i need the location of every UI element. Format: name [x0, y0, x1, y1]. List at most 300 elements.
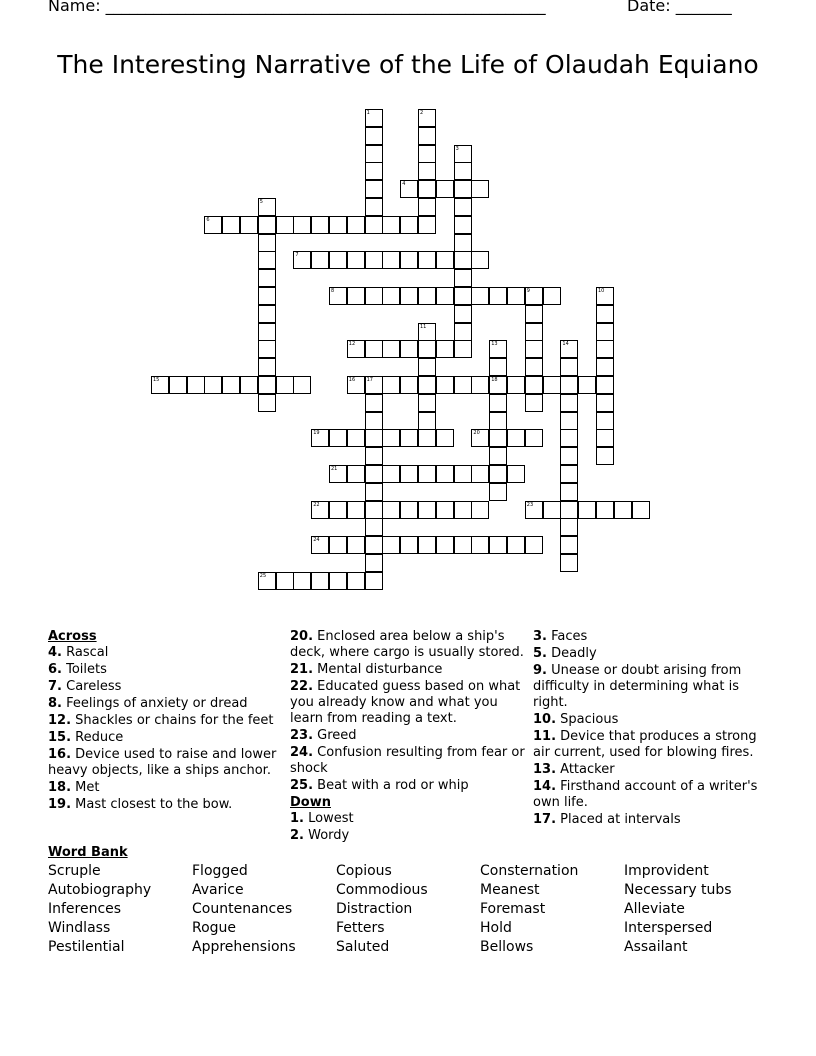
clue-number-label: 24. — [290, 745, 314, 760]
grid-cell[interactable] — [436, 429, 454, 447]
grid-cell[interactable] — [204, 376, 222, 394]
grid-cell[interactable] — [169, 376, 187, 394]
grid-cell[interactable] — [454, 501, 472, 519]
clue-number: 15 — [153, 377, 160, 383]
clue-number: 8 — [331, 288, 335, 294]
clue-text: Faces — [551, 629, 588, 644]
grid-cell[interactable] — [365, 340, 383, 358]
grid-cell[interactable] — [507, 287, 525, 305]
clue-text: Feelings of anxiety or dread — [66, 696, 248, 711]
grid-cell[interactable] — [311, 536, 329, 554]
grid-cell[interactable] — [560, 358, 578, 376]
grid-cell[interactable] — [418, 109, 436, 127]
grid-cell[interactable] — [151, 376, 169, 394]
grid-cell[interactable] — [560, 340, 578, 358]
clue-item — [48, 696, 280, 712]
clue-number-label: 11. — [533, 729, 557, 744]
clue-text: Careless — [66, 679, 122, 694]
grid-cell[interactable] — [560, 483, 578, 501]
grid-cell[interactable] — [525, 305, 543, 323]
clue-number-label: 1. — [290, 811, 304, 826]
grid-cell[interactable] — [347, 501, 365, 519]
grid-cell[interactable] — [543, 501, 561, 519]
word-bank-item: Interspersed — [624, 920, 713, 936]
clue-number: 2 — [420, 110, 424, 116]
grid-cell[interactable] — [365, 554, 383, 572]
grid-cell[interactable] — [400, 501, 418, 519]
grid-cell[interactable] — [258, 216, 276, 234]
grid-cell[interactable] — [525, 340, 543, 358]
clue-text: Mental disturbance — [317, 662, 443, 677]
grid-cell[interactable] — [365, 501, 383, 519]
grid-cell[interactable] — [329, 465, 347, 483]
grid-cell[interactable] — [489, 376, 507, 394]
clues-column-1 — [48, 629, 280, 814]
down-heading: Down — [290, 795, 331, 810]
clue-item — [48, 713, 280, 729]
grid-cell[interactable] — [525, 287, 543, 305]
grid-cell[interactable] — [454, 340, 472, 358]
grid-cell[interactable] — [418, 358, 436, 376]
grid-cell[interactable] — [454, 323, 472, 341]
clue-text: Attacker — [560, 762, 615, 777]
word-bank-column — [192, 862, 336, 957]
word-bank-column — [48, 862, 192, 957]
word-bank-item: Avarice — [192, 882, 244, 898]
grid-cell[interactable] — [365, 429, 383, 447]
grid-cell[interactable] — [596, 358, 614, 376]
grid-cell[interactable] — [596, 323, 614, 341]
clue-text: Toilets — [66, 662, 107, 677]
name-field-label[interactable]: Name: _______________________________________________________ — [48, 0, 546, 15]
grid-cell[interactable] — [525, 376, 543, 394]
word-bank-item: Necessary tubs — [624, 882, 732, 898]
grid-cell[interactable] — [418, 162, 436, 180]
grid-cell[interactable] — [400, 287, 418, 305]
grid-cell[interactable] — [258, 572, 276, 590]
grid-cell[interactable] — [365, 251, 383, 269]
grid-cell[interactable] — [365, 465, 383, 483]
grid-cell[interactable] — [507, 465, 525, 483]
grid-cell[interactable] — [471, 429, 489, 447]
grid-cell[interactable] — [454, 145, 472, 163]
grid-cell[interactable] — [329, 501, 347, 519]
grid-cell[interactable] — [418, 198, 436, 216]
grid-cell[interactable] — [258, 269, 276, 287]
clue-number-label: 21. — [290, 662, 314, 677]
clue-number-label: 7. — [48, 679, 62, 694]
grid-cell[interactable] — [258, 358, 276, 376]
clue-number-label: 20. — [290, 629, 314, 644]
clue-text: Unease or doubt arising from difficulty in determining what is right. — [533, 663, 742, 710]
grid-cell[interactable] — [454, 180, 472, 198]
clue-number-label: 2. — [290, 828, 304, 843]
grid-cell[interactable] — [276, 572, 294, 590]
word-bank-item: Foremast — [480, 901, 546, 917]
clue-number: 1 — [366, 110, 370, 116]
grid-cell[interactable] — [365, 198, 383, 216]
grid-cell[interactable] — [311, 429, 329, 447]
grid-cell[interactable] — [560, 554, 578, 572]
clue-number-label: 4. — [48, 645, 62, 660]
grid-cell[interactable] — [382, 216, 400, 234]
clue-item — [533, 646, 763, 662]
grid-cell[interactable] — [329, 251, 347, 269]
clue-number-label: 16. — [48, 747, 72, 762]
grid-cell[interactable] — [596, 501, 614, 519]
grid-cell[interactable] — [400, 216, 418, 234]
grid-cell[interactable] — [293, 216, 311, 234]
grid-cell[interactable] — [293, 251, 311, 269]
grid-cell[interactable] — [347, 429, 365, 447]
word-bank-item: Hold — [480, 920, 512, 936]
word-bank-item: Windlass — [48, 920, 111, 936]
grid-cell[interactable] — [596, 447, 614, 465]
grid-cell[interactable] — [578, 376, 596, 394]
clue-text: Beat with a rod or whip — [317, 778, 469, 793]
grid-cell[interactable] — [489, 447, 507, 465]
grid-cell[interactable] — [240, 216, 258, 234]
grid-cell[interactable] — [596, 287, 614, 305]
clue-text: Reduce — [75, 730, 124, 745]
grid-cell[interactable] — [560, 376, 578, 394]
grid-cell[interactable] — [471, 287, 489, 305]
grid-cell[interactable] — [489, 358, 507, 376]
clue-number: 7 — [295, 252, 299, 259]
grid-cell[interactable] — [400, 340, 418, 358]
grid-cell[interactable] — [222, 216, 240, 234]
grid-cell[interactable] — [454, 465, 472, 483]
grid-cell[interactable] — [471, 251, 489, 269]
grid-cell[interactable] — [418, 127, 436, 145]
clue-item — [290, 811, 530, 827]
clue-item — [48, 797, 280, 813]
grid-cell[interactable] — [365, 127, 383, 145]
grid-cell[interactable] — [436, 536, 454, 554]
grid-cell[interactable] — [454, 536, 472, 554]
grid-cell[interactable] — [187, 376, 205, 394]
grid-cell[interactable] — [418, 465, 436, 483]
clue-text: Mast closest to the bow. — [75, 797, 233, 812]
grid-cell[interactable] — [454, 251, 472, 269]
grid-cell[interactable] — [632, 501, 650, 519]
grid-cell[interactable] — [454, 269, 472, 287]
grid-cell[interactable] — [365, 287, 383, 305]
grid-cell[interactable] — [489, 287, 507, 305]
grid-cell[interactable] — [347, 376, 365, 394]
clue-number: 3 — [455, 145, 459, 152]
grid-cell[interactable] — [436, 180, 454, 198]
grid-cell[interactable] — [365, 162, 383, 180]
clue-number-label: 12. — [48, 713, 72, 728]
grid-cell[interactable] — [311, 251, 329, 269]
grid-cell[interactable] — [400, 465, 418, 483]
grid-cell[interactable] — [543, 287, 561, 305]
grid-cell[interactable] — [454, 376, 472, 394]
grid-cell[interactable] — [507, 429, 525, 447]
grid-cell[interactable] — [560, 429, 578, 447]
clue-number: 18 — [491, 377, 498, 383]
grid-cell[interactable] — [471, 180, 489, 198]
grid-cell[interactable] — [293, 572, 311, 590]
grid-cell[interactable] — [560, 501, 578, 519]
grid-cell[interactable] — [222, 376, 240, 394]
grid-cell[interactable] — [596, 412, 614, 430]
clue-text: Spacious — [560, 712, 619, 727]
grid-cell[interactable] — [525, 358, 543, 376]
grid-cell[interactable] — [436, 501, 454, 519]
grid-cell[interactable] — [560, 394, 578, 412]
grid-cell[interactable] — [418, 394, 436, 412]
page-title: The Interesting Narrative of the Life of Olaudah Equiano — [57, 50, 759, 79]
clue-number-label: 18. — [48, 780, 72, 795]
grid-cell[interactable] — [400, 429, 418, 447]
clue-item — [290, 828, 530, 844]
clue-item — [533, 629, 763, 645]
clue-text: Met — [75, 780, 100, 795]
clue-number-label: 23. — [290, 728, 314, 743]
grid-cell[interactable] — [258, 287, 276, 305]
clue-number-label: 14. — [533, 779, 557, 794]
grid-cell[interactable] — [365, 180, 383, 198]
grid-cell[interactable] — [418, 180, 436, 198]
clue-text: Educated guess based on what you already know and what you learn from reading a text. — [290, 679, 521, 726]
grid-cell[interactable] — [365, 376, 383, 394]
grid-cell[interactable] — [560, 536, 578, 554]
grid-cell[interactable] — [400, 251, 418, 269]
grid-cell[interactable] — [347, 340, 365, 358]
word-bank-item: Alleviate — [624, 901, 685, 917]
word-bank-item: Rogue — [192, 920, 237, 936]
word-bank-item: Improvident — [624, 863, 709, 879]
grid-cell[interactable] — [347, 287, 365, 305]
clue-number-label: 6. — [48, 662, 62, 677]
clue-item — [533, 779, 763, 811]
grid-cell[interactable] — [365, 109, 383, 127]
clue-text: Enclosed area below a ship's deck, where cargo is usually stored. — [290, 629, 524, 660]
grid-cell[interactable] — [489, 429, 507, 447]
grid-cell[interactable] — [365, 216, 383, 234]
grid-cell[interactable] — [382, 287, 400, 305]
grid-cell[interactable] — [525, 501, 543, 519]
grid-cell[interactable] — [418, 287, 436, 305]
grid-cell[interactable] — [347, 536, 365, 554]
grid-cell[interactable] — [543, 376, 561, 394]
clue-number-label: 19. — [48, 797, 72, 812]
clue-item — [48, 730, 280, 746]
grid-cell[interactable] — [311, 501, 329, 519]
word-bank-column — [624, 862, 768, 957]
grid-cell[interactable] — [311, 572, 329, 590]
grid-cell[interactable] — [489, 340, 507, 358]
grid-cell[interactable] — [382, 501, 400, 519]
word-bank-item: Assailant — [624, 939, 688, 955]
word-bank-item: Flogged — [192, 863, 248, 879]
grid-cell[interactable] — [418, 501, 436, 519]
grid-cell[interactable] — [436, 287, 454, 305]
word-bank-item: Apprehensions — [192, 939, 296, 955]
clue-number: 23 — [526, 501, 534, 508]
grid-cell[interactable] — [329, 536, 347, 554]
clue-text: Deadly — [551, 646, 597, 661]
grid-cell[interactable] — [489, 412, 507, 430]
grid-cell[interactable] — [276, 216, 294, 234]
grid-cell[interactable] — [365, 447, 383, 465]
grid-cell[interactable] — [347, 251, 365, 269]
grid-cell[interactable] — [418, 340, 436, 358]
clue-item — [48, 780, 280, 796]
grid-cell[interactable] — [454, 234, 472, 252]
clue-number-label: 22. — [290, 679, 314, 694]
clue-item — [290, 629, 530, 661]
grid-cell[interactable] — [471, 501, 489, 519]
word-bank-item: Meanest — [480, 882, 540, 898]
grid-cell[interactable] — [560, 447, 578, 465]
clue-number: 16 — [348, 377, 356, 383]
grid-cell[interactable] — [525, 536, 543, 554]
clue-item — [533, 712, 763, 728]
grid-cell[interactable] — [525, 323, 543, 341]
grid-cell[interactable] — [507, 536, 525, 554]
clue-item — [48, 747, 280, 779]
grid-cell[interactable] — [400, 180, 418, 198]
grid-cell[interactable] — [347, 572, 365, 590]
grid-cell[interactable] — [382, 429, 400, 447]
grid-cell[interactable] — [382, 465, 400, 483]
clue-number-label: 25. — [290, 778, 314, 793]
grid-cell[interactable] — [365, 394, 383, 412]
grid-cell[interactable] — [436, 340, 454, 358]
clue-number: 21 — [331, 466, 338, 472]
word-bank-item: Scruple — [48, 863, 101, 879]
word-bank-item: Saluted — [336, 939, 390, 955]
grid-cell[interactable] — [240, 376, 258, 394]
grid-cell[interactable] — [525, 429, 543, 447]
grid-cell[interactable] — [382, 251, 400, 269]
grid-cell[interactable] — [489, 465, 507, 483]
grid-cell[interactable] — [489, 483, 507, 501]
grid-cell[interactable] — [454, 198, 472, 216]
grid-cell[interactable] — [329, 429, 347, 447]
grid-cell[interactable] — [418, 145, 436, 163]
clue-number: 4 — [402, 181, 406, 188]
word-bank-item: Countenances — [192, 901, 293, 917]
word-bank-column — [336, 862, 480, 957]
grid-cell[interactable] — [596, 376, 614, 394]
grid-cell[interactable] — [258, 198, 276, 216]
grid-cell[interactable] — [418, 323, 436, 341]
grid-cell[interactable] — [418, 216, 436, 234]
grid-cell[interactable] — [329, 287, 347, 305]
word-bank-item: Pestilential — [48, 939, 125, 955]
clue-text: Rascal — [66, 645, 109, 660]
word-bank-item: Distraction — [336, 901, 413, 917]
grid-cell[interactable] — [382, 376, 400, 394]
grid-cell[interactable] — [454, 216, 472, 234]
grid-cell[interactable] — [454, 162, 472, 180]
grid-cell[interactable] — [365, 518, 383, 536]
grid-cell[interactable] — [311, 216, 329, 234]
grid-cell[interactable] — [382, 536, 400, 554]
clue-item — [533, 663, 763, 711]
grid-cell[interactable] — [329, 572, 347, 590]
grid-cell[interactable] — [258, 376, 276, 394]
grid-cell[interactable] — [454, 305, 472, 323]
clue-number: 17 — [366, 377, 373, 383]
clue-text: Confusion resulting from fear or shock — [290, 745, 525, 776]
clue-number: 19 — [313, 430, 320, 437]
grid-cell[interactable] — [347, 216, 365, 234]
clue-number: 13 — [491, 341, 498, 348]
grid-cell[interactable] — [204, 216, 222, 234]
grid-cell[interactable] — [596, 394, 614, 412]
grid-cell[interactable] — [382, 340, 400, 358]
grid-cell[interactable] — [596, 340, 614, 358]
word-bank-item: Bellows — [480, 939, 534, 955]
grid-cell[interactable] — [525, 394, 543, 412]
clue-number-label: 5. — [533, 646, 547, 661]
date-field-label[interactable]: Date: _______ — [627, 0, 732, 15]
clue-text: Firsthand account of a writer's own life. — [533, 779, 758, 810]
grid-cell[interactable] — [489, 536, 507, 554]
grid-cell[interactable] — [560, 465, 578, 483]
grid-cell[interactable] — [471, 536, 489, 554]
grid-cell[interactable] — [489, 394, 507, 412]
grid-cell[interactable] — [418, 412, 436, 430]
grid-cell[interactable] — [365, 536, 383, 554]
grid-cell[interactable] — [400, 536, 418, 554]
grid-cell[interactable] — [471, 465, 489, 483]
clue-number: 5 — [259, 199, 263, 205]
grid-cell[interactable] — [258, 251, 276, 269]
grid-cell[interactable] — [418, 536, 436, 554]
grid-cell[interactable] — [418, 251, 436, 269]
grid-cell[interactable] — [418, 429, 436, 447]
grid-cell[interactable] — [365, 412, 383, 430]
grid-cell[interactable] — [400, 376, 418, 394]
grid-cell[interactable] — [436, 251, 454, 269]
grid-cell[interactable] — [596, 429, 614, 447]
word-bank-item: Fetters — [336, 920, 385, 936]
grid-cell[interactable] — [418, 376, 436, 394]
grid-cell[interactable] — [614, 501, 632, 519]
clue-text: Device that produces a strong air current, used for blowing fires. — [533, 729, 757, 760]
grid-cell[interactable] — [436, 376, 454, 394]
grid-cell[interactable] — [276, 376, 294, 394]
grid-cell[interactable] — [258, 234, 276, 252]
grid-cell[interactable] — [365, 145, 383, 163]
grid-cell[interactable] — [347, 465, 365, 483]
clue-number: 25 — [259, 572, 267, 579]
grid-cell[interactable] — [507, 376, 525, 394]
grid-cell[interactable] — [329, 216, 347, 234]
grid-cell[interactable] — [454, 287, 472, 305]
clue-number-label: 9. — [533, 663, 547, 678]
grid-cell[interactable] — [365, 483, 383, 501]
grid-cell[interactable] — [560, 412, 578, 430]
grid-cell[interactable] — [471, 376, 489, 394]
grid-cell[interactable] — [258, 305, 276, 323]
grid-cell[interactable] — [560, 518, 578, 536]
grid-cell[interactable] — [258, 323, 276, 341]
grid-cell[interactable] — [365, 572, 383, 590]
grid-cell[interactable] — [258, 394, 276, 412]
grid-cell[interactable] — [258, 340, 276, 358]
grid-cell[interactable] — [293, 376, 311, 394]
grid-cell[interactable] — [596, 305, 614, 323]
grid-cell[interactable] — [436, 465, 454, 483]
grid-cell[interactable] — [578, 501, 596, 519]
